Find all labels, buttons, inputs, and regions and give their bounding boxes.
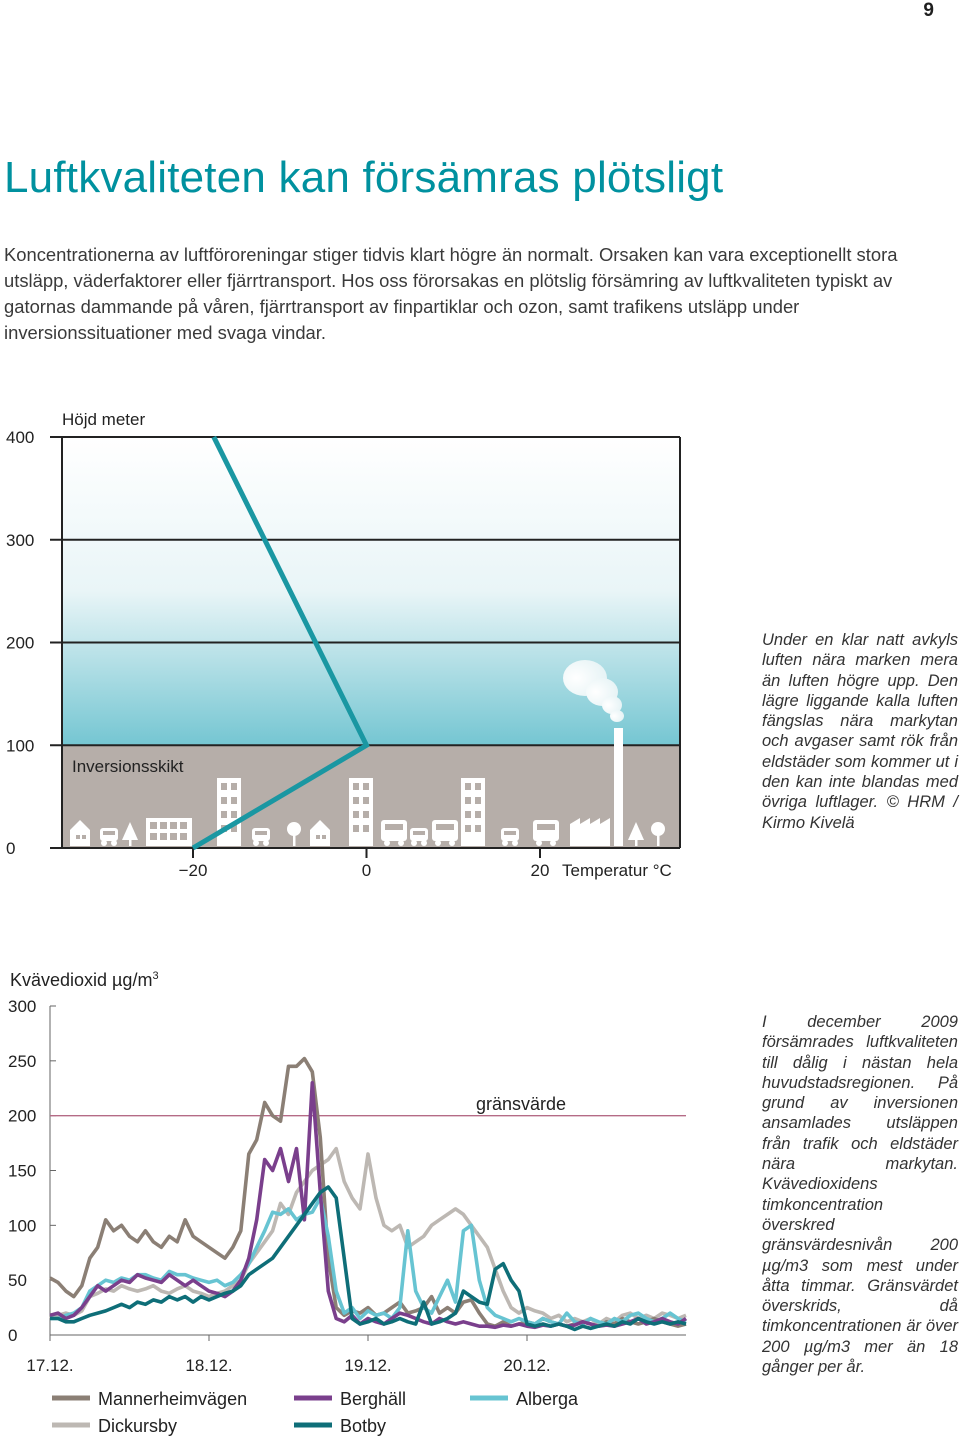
y-tick-label: 100: [6, 736, 35, 756]
legend-label: Alberga: [516, 1389, 579, 1409]
y-tick-label: 400: [6, 428, 35, 447]
y-tick-label: 50: [8, 1271, 27, 1291]
legend-label: Botby: [340, 1416, 387, 1436]
no2-caption: I december 2009 försämrades luftkvaliteten till dålig i nästan hela huvudstadsregionen. På grund av inversionen ansamlades utsläppen från trafik och eldstäder nära markytan. Kvävedioxidens timkoncentration överskred gränsvärdesnivån 200 µg/m3 som mest under åtta timmar. Gränsvärdet överskrids, då timkoncentrationen är över 200 µg/m3 mer än 18 gånger per år.: [762, 1013, 958, 1377]
legend-label: Mannerheimvägen: [98, 1389, 248, 1409]
page-title: Luftkvaliteten kan försämras plötsligt: [4, 153, 724, 202]
series-line: [50, 1059, 686, 1327]
no2-title-sup: 3: [152, 970, 159, 982]
series-line: [50, 1149, 686, 1324]
legend-label: Dickursby: [98, 1416, 178, 1436]
y-tick-label: 300: [8, 997, 37, 1016]
x-tick-label: 20: [530, 861, 550, 880]
x-axis-label: Temperatur °C: [562, 861, 672, 880]
y-tick-label: 200: [6, 633, 35, 653]
intro-paragraph: Koncentrationerna av luftföroreningar stiger tidvis klart högre än normalt. Orsaken kan vara exceptionellt stora utsläpp, väderfaktorer eller fjärrtransport. Hos oss förorsakas en plötslig försämring av luftkvaliteten typiskt av gatornas dammande på våren, fjärrtransport av finpartiklar och ozon, samt trafikens utsläpp under inversionssituationer med svaga vindar.: [4, 244, 898, 343]
y-tick-label: 200: [8, 1106, 37, 1126]
x-tick-label: 18.12.: [185, 1356, 233, 1375]
y-tick-label: 300: [6, 530, 35, 550]
inversion-label: Inversionsskikt: [72, 757, 184, 776]
limit-label: gränsvärde: [476, 1094, 567, 1114]
legend-label: Berghäll: [340, 1389, 407, 1409]
no2-chart-title: [10, 970, 159, 990]
no2-title-main: Kvävedioxid µg/m: [10, 970, 153, 990]
x-tick-label: 20.12.: [503, 1356, 551, 1375]
x-tick-label: 19.12.: [344, 1356, 392, 1375]
x-tick-label: −20: [178, 861, 208, 880]
y-tick-label: 250: [8, 1051, 37, 1071]
inversion-caption: Under en klar natt avkyls luften nära marken mera än luften högre upp. Den lägre liggande kalla luften fängslas nära markytan och avgaser samt rök från eldstäder som kommer ut i den kan inte blandas med övriga luftlager. © HRM / Kirmo Kivelä: [762, 631, 958, 832]
y-tick-label: 150: [8, 1161, 37, 1181]
no2-x-ticks: [26, 1335, 550, 1375]
page-number: 9: [923, 0, 934, 21]
y-tick-label: 0: [6, 839, 16, 858]
y-tick-label: 100: [8, 1216, 37, 1236]
no2-y-ticks: [8, 997, 56, 1345]
no2-series: [50, 1059, 686, 1330]
x-tick-label: 17.12.: [26, 1356, 74, 1375]
y-tick-label: 0: [8, 1326, 18, 1345]
x-tick-label: 0: [361, 861, 372, 880]
y-axis-label: Höjd meter: [62, 410, 146, 429]
no2-legend: [52, 1389, 579, 1436]
